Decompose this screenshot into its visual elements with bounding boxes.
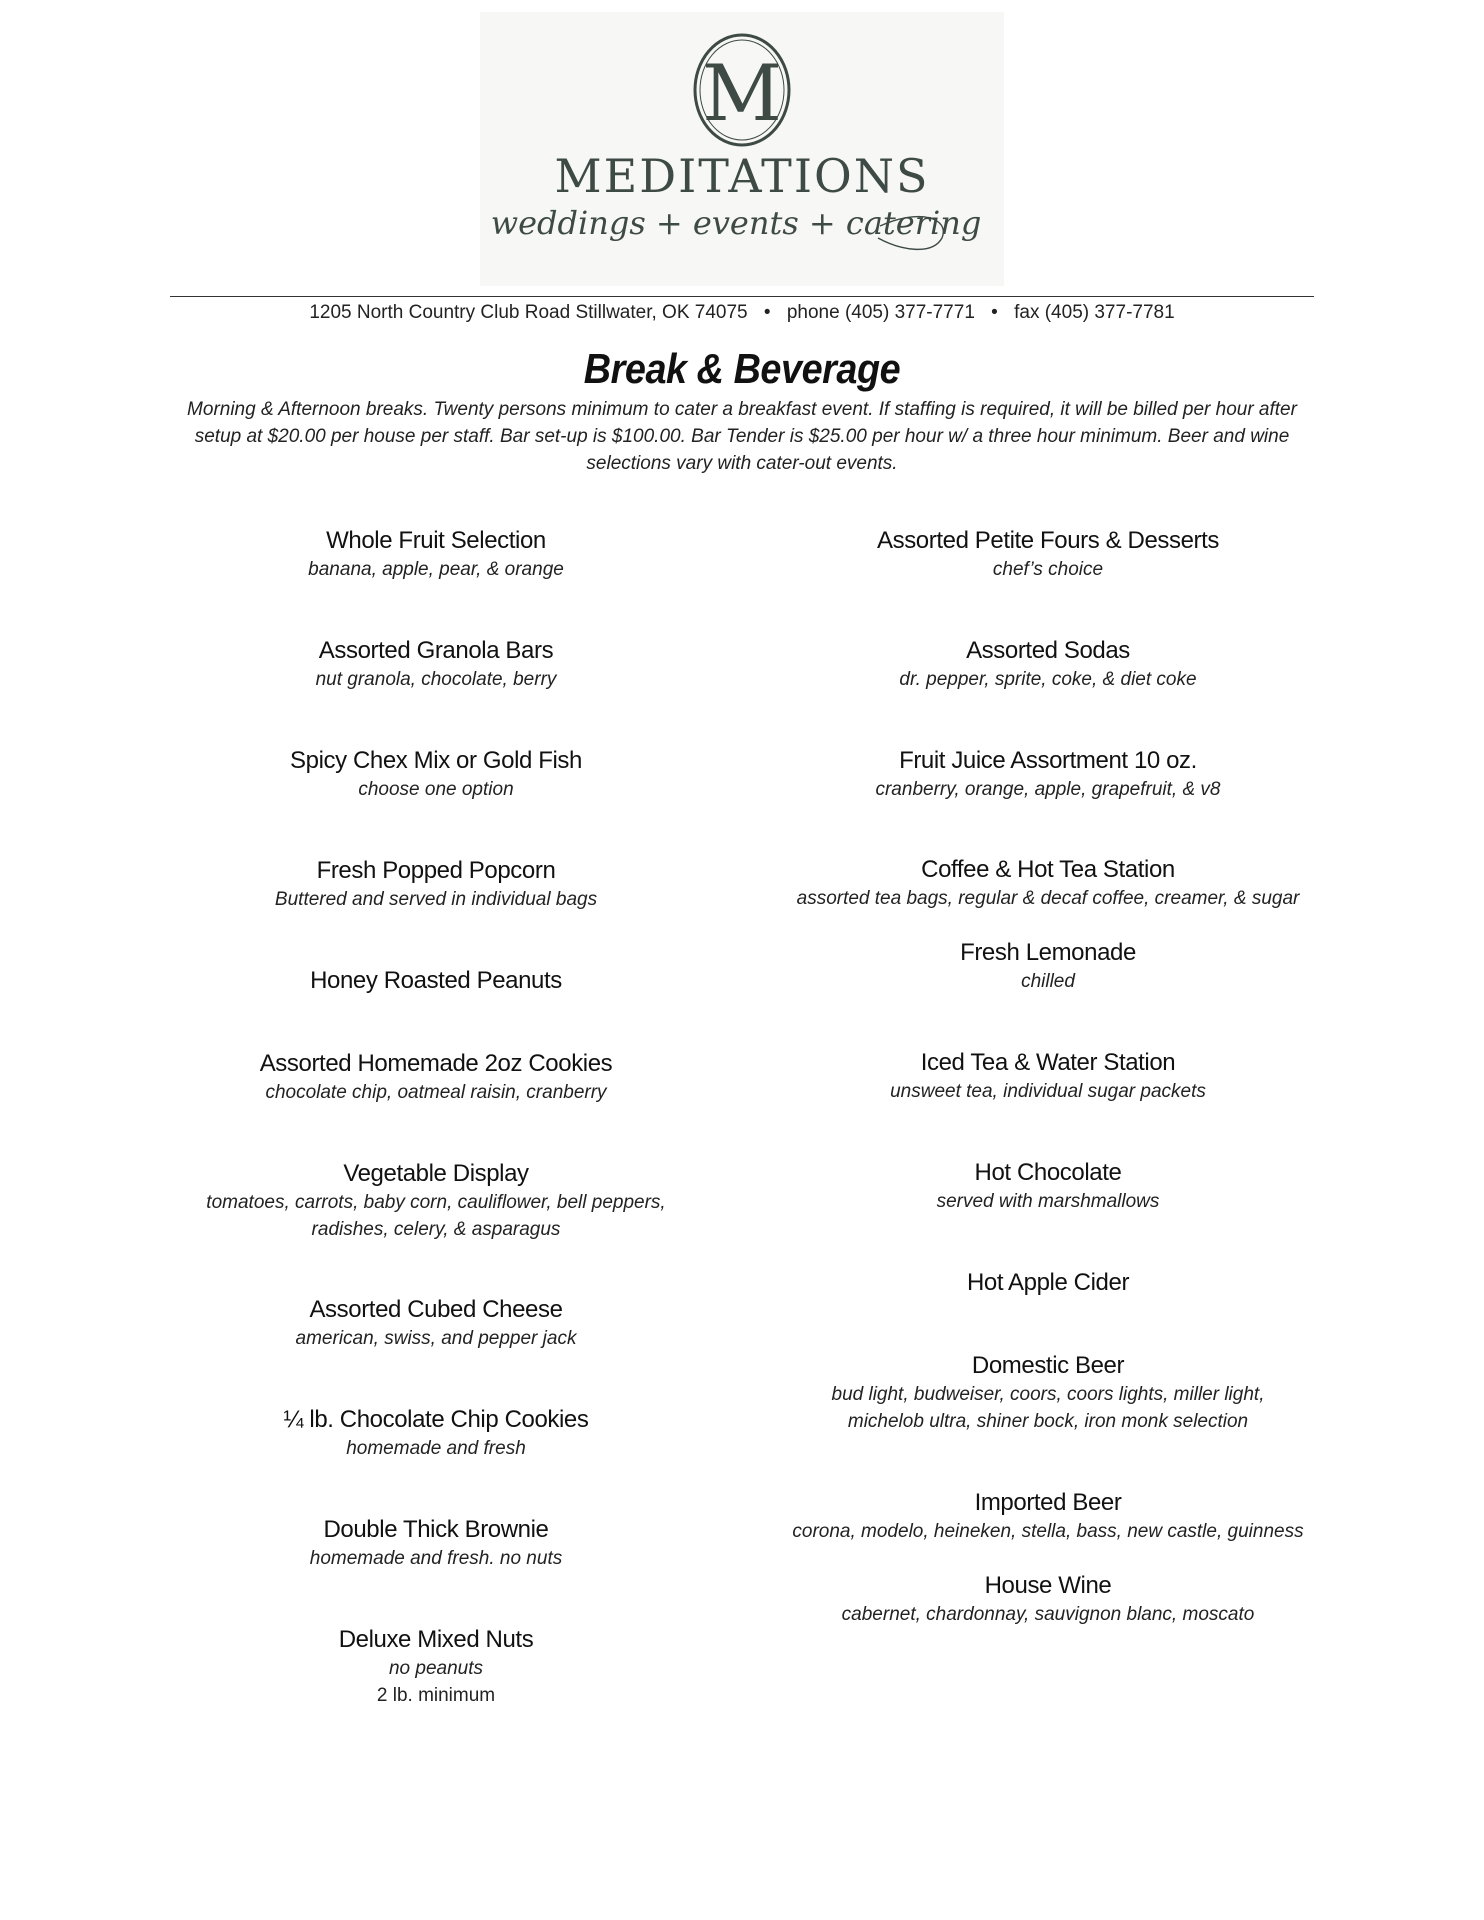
item-description: banana, apple, pear, & orange <box>308 559 564 580</box>
logo-wordmark: MEDITATIONS <box>554 149 930 203</box>
menu-item <box>760 1158 1336 1215</box>
item-name: Fresh Lemonade <box>960 939 1136 966</box>
item-description: bud light, budweiser, coors, coors lights, miller light, michelob ultra, shiner bock, iron monk selection <box>831 1384 1265 1432</box>
item-name: House Wine <box>984 1572 1112 1599</box>
item-description: dr. pepper, sprite, coke, & diet coke <box>899 669 1197 690</box>
item-description: served with marshmallows <box>936 1191 1160 1212</box>
item-name: Honey Roasted Peanuts <box>310 967 562 994</box>
item-name: Domestic Beer <box>971 1352 1125 1379</box>
item-name: Double Thick Brownie <box>323 1516 549 1543</box>
item-name: Assorted Granola Bars <box>318 637 554 664</box>
item-name: Assorted Petite Fours & Desserts <box>877 527 1219 554</box>
menu-item <box>760 1488 1336 1545</box>
item-name: ¼ lb. Chocolate Chip Cookies <box>283 1406 589 1433</box>
bullet-separator: • <box>763 302 771 323</box>
menu-item <box>158 526 714 583</box>
menu-item <box>760 526 1336 583</box>
menu-item <box>158 856 714 913</box>
item-description: Buttered and served in individual bags <box>274 889 598 910</box>
item-description: homemade and fresh. no nuts <box>309 1548 563 1569</box>
item-name: Assorted Homemade 2oz Cookies <box>259 1050 613 1077</box>
item-description: tomatoes, carrots, baby corn, cauliflower, bell peppers, radishes, celery, & asparagus <box>206 1192 666 1240</box>
item-name: Iced Tea & Water Station <box>920 1049 1176 1076</box>
item-name: Hot Apple Cider <box>966 1269 1130 1296</box>
logo-monogram: M <box>702 49 782 139</box>
menu-item <box>760 746 1336 803</box>
item-name: Hot Chocolate <box>974 1159 1122 1186</box>
menu-item <box>760 636 1336 693</box>
menu-item <box>158 1295 714 1352</box>
item-name: Vegetable Display <box>343 1160 529 1187</box>
menu-item <box>760 1268 1336 1298</box>
phone-text: phone (405) 377-7771 <box>786 302 975 323</box>
menu-item <box>158 636 714 693</box>
item-description: choose one option <box>358 779 514 800</box>
item-name: Coffee & Hot Tea Station <box>921 856 1175 883</box>
menu-item <box>158 966 714 996</box>
menu-item <box>158 1625 714 1709</box>
item-description: cranberry, orange, apple, grapefruit, & v8 <box>875 779 1221 800</box>
menu-item <box>760 1351 1336 1435</box>
menu-item <box>158 1515 714 1572</box>
menu-item <box>760 1048 1336 1105</box>
item-description: chef’s choice <box>992 559 1104 580</box>
item-name: Deluxe Mixed Nuts <box>338 1626 534 1653</box>
menu-item <box>158 746 714 803</box>
item-note: 2 lb. minimum <box>376 1685 496 1706</box>
menu-item <box>760 938 1336 995</box>
address-text: 1205 North Country Club Road Stillwater, OK 74075 <box>309 302 748 323</box>
item-name: Spicy Chex Mix or Gold Fish <box>290 747 582 774</box>
item-name: Assorted Cubed Cheese <box>309 1296 563 1323</box>
contact-line <box>0 302 1484 324</box>
item-description: cabernet, chardonnay, sauvignon blanc, moscato <box>841 1604 1255 1625</box>
menu-item <box>158 1159 714 1243</box>
item-description: american, swiss, and pepper jack <box>295 1328 577 1349</box>
header-divider <box>170 296 1314 297</box>
item-name: Fresh Popped Popcorn <box>316 857 556 884</box>
menu-item <box>760 855 1336 912</box>
item-description: assorted tea bags, regular & decaf coffee, creamer, & sugar <box>796 888 1300 909</box>
item-description: corona, modelo, heineken, stella, bass, new castle, guinness <box>792 1521 1304 1542</box>
item-name: Fruit Juice Assortment 10 oz. <box>899 747 1197 774</box>
menu-item <box>158 1405 714 1462</box>
item-description: chocolate chip, oatmeal raisin, cranberry <box>265 1082 607 1103</box>
item-description: chilled <box>1021 971 1075 992</box>
fax-text: fax (405) 377-7781 <box>1014 302 1175 323</box>
item-description: homemade and fresh <box>346 1438 526 1459</box>
item-description: no peanuts <box>388 1658 484 1679</box>
logo-tagline: weddings + events + catering <box>490 204 982 242</box>
intro-paragraph: Morning & Afternoon breaks. Twenty persons minimum to cater a breakfast event. If staffing is required, it will be billed per hour after setup at $20.00 per house per staff. Bar set-up is $100.00. Bar Tender is $25.00 per hour w/ a three hour minimum. Beer and wine selections vary with cater-out events. <box>187 399 1297 474</box>
item-description: unsweet tea, individual sugar packets <box>890 1081 1206 1102</box>
item-name: Imported Beer <box>974 1489 1122 1516</box>
item-name: Whole Fruit Selection <box>326 527 546 554</box>
company-logo <box>480 12 1004 286</box>
page-title: Break & Beverage <box>583 345 901 392</box>
menu-item <box>760 1571 1336 1628</box>
item-name: Assorted Sodas <box>966 637 1130 664</box>
menu-item <box>158 1049 714 1106</box>
bullet-separator: • <box>991 302 998 323</box>
item-description: nut granola, chocolate, berry <box>315 669 557 690</box>
